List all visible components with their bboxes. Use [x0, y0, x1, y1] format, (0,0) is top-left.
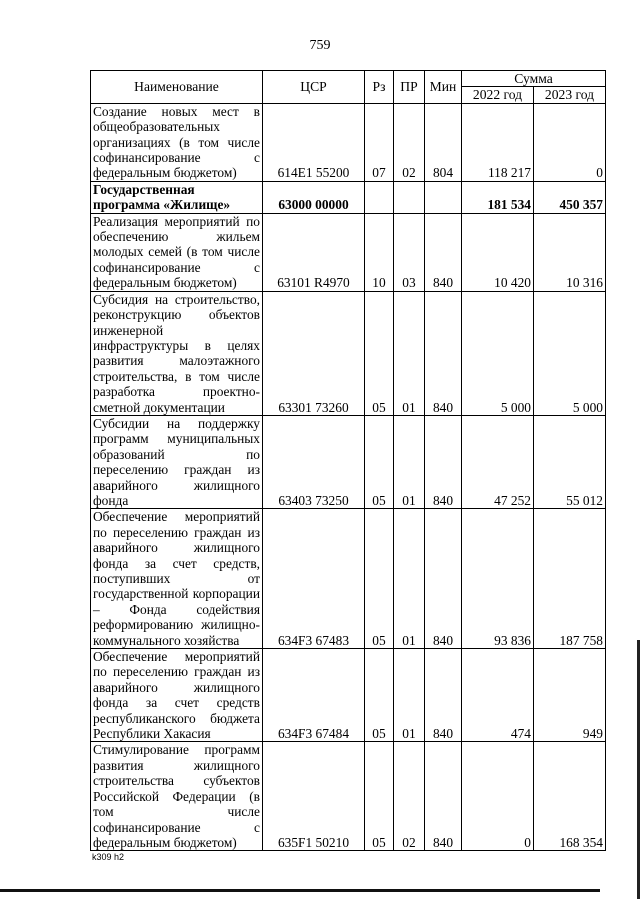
table-row	[91, 181, 606, 213]
row-min-cell: 840	[425, 415, 462, 508]
row-2022-cell: 181 534	[462, 181, 534, 213]
row-2023-cell: 10 316	[534, 213, 606, 291]
budget-table	[90, 70, 606, 851]
row-csr-cell: 635F1 50210	[263, 742, 365, 851]
header-sum: Сумма	[462, 71, 606, 87]
row-name-cell: Создание новых мест в общеобразовательных организациях (в том числе софинансирование с федеральным бюджетом)	[91, 103, 263, 181]
row-rz-cell: 05	[365, 509, 394, 649]
row-rz-cell: 10	[365, 213, 394, 291]
table-row	[91, 742, 606, 851]
row-csr-cell: 614E1 55200	[263, 103, 365, 181]
row-rz-cell: 05	[365, 291, 394, 415]
row-pr-cell: 01	[394, 509, 425, 649]
row-2022-cell: 118 217	[462, 103, 534, 181]
row-2022-cell: 10 420	[462, 213, 534, 291]
row-2022-cell: 474	[462, 649, 534, 742]
row-min-cell: 840	[425, 291, 462, 415]
header-min: Мин	[425, 71, 462, 104]
row-rz-cell: 05	[365, 742, 394, 851]
header-pr: ПР	[394, 71, 425, 104]
row-2023-cell: 0	[534, 103, 606, 181]
row-2023-cell: 187 758	[534, 509, 606, 649]
row-rz-cell: 05	[365, 649, 394, 742]
row-pr-cell: 03	[394, 213, 425, 291]
row-pr-cell: 01	[394, 415, 425, 508]
row-csr-cell: 63301 73260	[263, 291, 365, 415]
row-min-cell	[425, 181, 462, 213]
table-row	[91, 649, 606, 742]
row-csr-cell: 63000 00000	[263, 181, 365, 213]
row-csr-cell: 63403 73250	[263, 415, 365, 508]
row-2023-cell: 55 012	[534, 415, 606, 508]
row-2022-cell: 5 000	[462, 291, 534, 415]
row-2022-cell: 93 836	[462, 509, 534, 649]
row-rz-cell: 07	[365, 103, 394, 181]
header-year-2023: 2023 год	[534, 87, 606, 103]
row-name-cell: Обеспечение мероприятий по переселению граждан из аварийного жилищного фонда за счет средств республиканского бюджета Республики Хакасия	[91, 649, 263, 742]
table-row	[91, 103, 606, 181]
row-2022-cell: 0	[462, 742, 534, 851]
table-body	[91, 103, 606, 851]
row-csr-cell: 634F3 67484	[263, 649, 365, 742]
header-name: Наименование	[91, 71, 263, 104]
row-name-cell: Обеспечение мероприятий по переселению граждан из аварийного жилищного фонда за счет средств, поступивших от государственной корпорации – Фонда содействия реформированию жилищно-коммунального хозяйства	[91, 509, 263, 649]
row-2023-cell: 5 000	[534, 291, 606, 415]
table-row	[91, 213, 606, 291]
row-csr-cell: 634F3 67483	[263, 509, 365, 649]
row-rz-cell: 05	[365, 415, 394, 508]
table-row	[91, 509, 606, 649]
row-pr-cell: 01	[394, 291, 425, 415]
row-min-cell: 804	[425, 103, 462, 181]
scan-border-line	[0, 889, 600, 892]
header-year-2022: 2022 год	[462, 87, 534, 103]
row-name-cell: Государственная программа «Жилище»	[91, 181, 263, 213]
row-name-cell: Стимулирование программ развития жилищного строительства субъектов Российской Федерации (в том числе софинансирование с федеральным бюджетом)	[91, 742, 263, 851]
header-csr: ЦСР	[263, 71, 365, 104]
row-min-cell: 840	[425, 649, 462, 742]
row-pr-cell	[394, 181, 425, 213]
row-pr-cell: 01	[394, 649, 425, 742]
row-csr-cell: 63101 R4970	[263, 213, 365, 291]
table-row	[91, 291, 606, 415]
row-2023-cell: 949	[534, 649, 606, 742]
row-min-cell: 840	[425, 509, 462, 649]
row-name-cell: Субсидия на строительство, реконструкцию объектов инженерной инфраструктуры в целях развития малоэтажного строительства, в том числе разработка проектно-сметной документации	[91, 291, 263, 415]
header-rz: Рз	[365, 71, 394, 104]
page-number: 759	[309, 38, 331, 53]
row-2023-cell: 450 357	[534, 181, 606, 213]
footer-code: k309 h2	[92, 852, 125, 862]
row-pr-cell: 02	[394, 742, 425, 851]
row-rz-cell	[365, 181, 394, 213]
row-min-cell: 840	[425, 213, 462, 291]
row-name-cell: Субсидии на поддержку программ муниципальных образований по переселению граждан из аварийного жилищного фонда	[91, 415, 263, 508]
row-min-cell: 840	[425, 742, 462, 851]
table-row	[91, 415, 606, 508]
row-name-cell: Реализация мероприятий по обеспечению жильем молодых семей (в том числе софинансирование с федеральным бюджетом)	[91, 213, 263, 291]
row-2022-cell: 47 252	[462, 415, 534, 508]
row-2023-cell: 168 354	[534, 742, 606, 851]
row-pr-cell: 02	[394, 103, 425, 181]
